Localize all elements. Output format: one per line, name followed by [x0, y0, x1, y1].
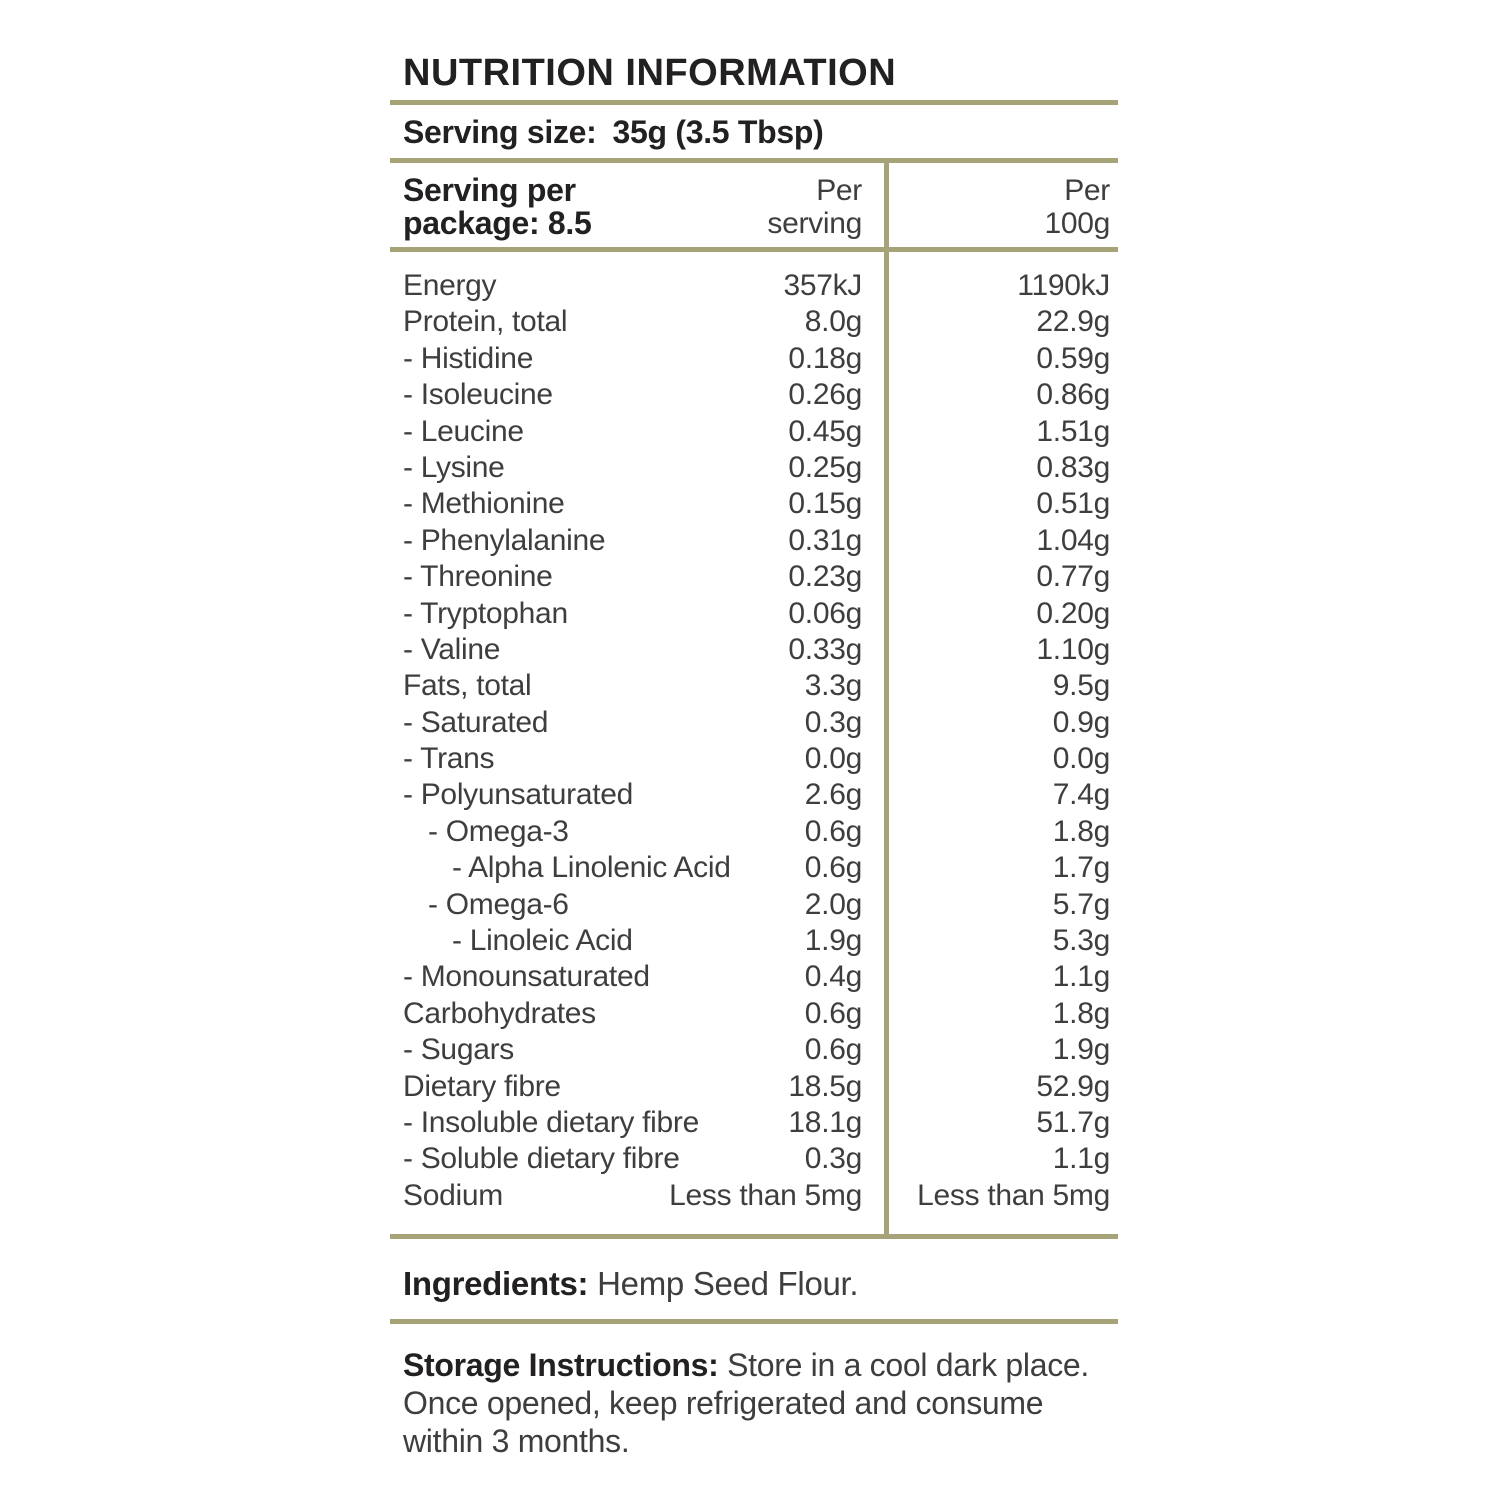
- table-row: [390, 741, 1118, 777]
- divider-table-bottom: [390, 1234, 1118, 1239]
- table-row: [390, 1178, 1118, 1214]
- table-row: [390, 1069, 1118, 1105]
- column-header-per-serving: Per serving: [767, 174, 862, 240]
- nutrition-label: [390, 50, 1118, 1460]
- per-serving-value: 0.06g: [788, 596, 862, 630]
- per-serving-value: 0.3g: [804, 705, 862, 739]
- table-body: [390, 252, 1118, 1234]
- per-100g-value: 1.8g: [1052, 996, 1110, 1030]
- table-row: [390, 850, 1118, 886]
- per-100g-value: 0.83g: [1036, 450, 1110, 484]
- nutrient-label: Dietary fibre: [403, 1069, 561, 1103]
- per-serving-value: 0.0g: [804, 742, 862, 776]
- per-serving-value: 0.31g: [788, 523, 862, 557]
- per-100g-value: 0.86g: [1036, 378, 1110, 412]
- per-100g-value: 5.7g: [1052, 887, 1110, 921]
- per-100g-value: 0.59g: [1036, 341, 1110, 375]
- table-row: [390, 996, 1118, 1032]
- table-row: [390, 814, 1118, 850]
- nutrient-label: Fats, total: [403, 669, 532, 703]
- table-row: [390, 486, 1118, 522]
- column-header-per-100g: Per 100g: [1044, 174, 1110, 240]
- per-100g-value: 1.04g: [1036, 523, 1110, 557]
- per-serving-value: 0.6g: [804, 1033, 862, 1067]
- storage-text: Store in a cool dark place. Once opened, keep refrigerated and consume within 3 months.: [403, 1347, 1089, 1460]
- per-serving-value: 3.3g: [804, 669, 862, 703]
- serving-size-value: 35g (3.5 Tbsp): [612, 114, 824, 150]
- servings-per-package-label: Serving per package: 8.5: [403, 172, 592, 241]
- per-100g-value: 0.0g: [1052, 742, 1110, 776]
- table-row: [390, 341, 1118, 377]
- per-serving-value: 0.6g: [804, 996, 862, 1030]
- per-100g-value: 5.3g: [1052, 924, 1110, 958]
- per-100g-value: 0.20g: [1036, 596, 1110, 630]
- nutrient-label: - Methionine: [403, 487, 565, 521]
- per-serving-value: 18.5g: [788, 1069, 862, 1103]
- per-serving-value: 0.25g: [788, 450, 862, 484]
- per-serving-value: 0.3g: [804, 1142, 862, 1176]
- table-row: [390, 559, 1118, 595]
- table-row: [390, 632, 1118, 668]
- table-row: [390, 887, 1118, 923]
- per-100g-value: 7.4g: [1052, 778, 1110, 812]
- per-100g-value: 0.77g: [1036, 560, 1110, 594]
- page-title: NUTRITION INFORMATION: [403, 52, 897, 94]
- nutrient-label: - Isoleucine: [403, 378, 553, 412]
- per-100g-value: 1.1g: [1052, 1142, 1110, 1176]
- per-serving-value: 2.0g: [804, 887, 862, 921]
- per-serving-value: 0.45g: [788, 414, 862, 448]
- table-row: [390, 668, 1118, 704]
- per-100g-value: 1.10g: [1036, 632, 1110, 666]
- nutrient-label: - Sugars: [403, 1033, 514, 1067]
- ingredients-label: Ingredients:: [403, 1265, 589, 1303]
- per-100g-value: 1.1g: [1052, 960, 1110, 994]
- per-serving-value: Less than 5mg: [669, 1178, 862, 1212]
- ingredients-row: [390, 1263, 1118, 1307]
- table-row: [390, 1105, 1118, 1141]
- nutrient-label: - Insoluble dietary fibre: [403, 1105, 699, 1139]
- nutrient-label: - Trans: [403, 742, 495, 776]
- divider-ingredients-bottom: [390, 1319, 1118, 1324]
- per-serving-value: 2.6g: [804, 778, 862, 812]
- serving-size-label: Serving size:: [403, 114, 597, 150]
- per-100g-value: 1.51g: [1036, 414, 1110, 448]
- per-serving-value: 8.0g: [804, 305, 862, 339]
- nutrient-label: Protein, total: [403, 305, 568, 339]
- storage-label: Storage Instructions:: [403, 1347, 719, 1384]
- table-row: [390, 923, 1118, 959]
- table-row: [390, 304, 1118, 340]
- nutrition-table: [390, 158, 1118, 1239]
- per-serving-value: 0.26g: [788, 378, 862, 412]
- table-row: [390, 596, 1118, 632]
- nutrient-label: - Soluble dietary fibre: [403, 1142, 680, 1176]
- nutrient-label: - Saturated: [403, 705, 549, 739]
- per-serving-value: 1.9g: [804, 924, 862, 958]
- per-100g-value: 1.8g: [1052, 814, 1110, 848]
- per-100g-value: 0.9g: [1052, 705, 1110, 739]
- per-serving-value: 0.23g: [788, 560, 862, 594]
- table-row: [390, 1141, 1118, 1177]
- per-serving-value: 0.6g: [804, 851, 862, 885]
- per-serving-value: 0.33g: [788, 632, 862, 666]
- per-100g-value: 1190kJ: [1017, 269, 1110, 302]
- per-100g-value: 9.5g: [1052, 669, 1110, 703]
- nutrient-label: Energy: [403, 269, 497, 302]
- table-row: [390, 414, 1118, 450]
- nutrient-label: - Omega-6: [428, 887, 569, 921]
- nutrient-label: - Phenylalanine: [403, 523, 606, 557]
- table-row: [390, 777, 1118, 813]
- per-serving-value: 18.1g: [788, 1105, 862, 1139]
- column-divider: [884, 158, 889, 1239]
- nutrient-label: - Monounsaturated: [403, 960, 650, 994]
- serving-size-row: [390, 105, 1118, 158]
- nutrient-label: - Omega-3: [428, 814, 569, 848]
- per-serving-value: 357kJ: [783, 269, 862, 302]
- nutrient-label: - Linoleic Acid: [452, 924, 633, 958]
- table-row: [390, 268, 1118, 304]
- nutrient-label: - Tryptophan: [403, 596, 568, 630]
- table-header-row: [390, 163, 1118, 247]
- nutrient-label: - Histidine: [403, 341, 534, 375]
- table-row: [390, 377, 1118, 413]
- table-row: [390, 1032, 1118, 1068]
- per-100g-value: 0.51g: [1036, 487, 1110, 521]
- table-row: [390, 450, 1118, 486]
- ingredients-text: Hemp Seed Flour.: [597, 1265, 859, 1303]
- table-row: [390, 959, 1118, 995]
- nutrient-label: - Threonine: [403, 560, 553, 594]
- per-100g-value: 1.9g: [1052, 1033, 1110, 1067]
- nutrient-label: - Alpha Linolenic Acid: [452, 851, 731, 885]
- per-serving-value: 0.6g: [804, 814, 862, 848]
- table-row: [390, 705, 1118, 741]
- nutrient-label: - Polyunsaturated: [403, 778, 634, 812]
- per-100g-value: Less than 5mg: [917, 1178, 1110, 1212]
- nutrient-label: Carbohydrates: [403, 996, 596, 1030]
- per-100g-value: 22.9g: [1036, 305, 1110, 339]
- per-100g-value: 51.7g: [1036, 1105, 1110, 1139]
- storage-instructions: [403, 1346, 1103, 1460]
- nutrient-label: Sodium: [403, 1178, 503, 1212]
- nutrient-label: - Lysine: [403, 450, 505, 484]
- nutrient-label: - Leucine: [403, 414, 524, 448]
- nutrient-label: - Valine: [403, 632, 501, 666]
- per-100g-value: 1.7g: [1052, 851, 1110, 885]
- per-100g-value: 52.9g: [1036, 1069, 1110, 1103]
- per-serving-value: 0.15g: [788, 487, 862, 521]
- per-serving-value: 0.4g: [804, 960, 862, 994]
- per-serving-value: 0.18g: [788, 341, 862, 375]
- table-row: [390, 523, 1118, 559]
